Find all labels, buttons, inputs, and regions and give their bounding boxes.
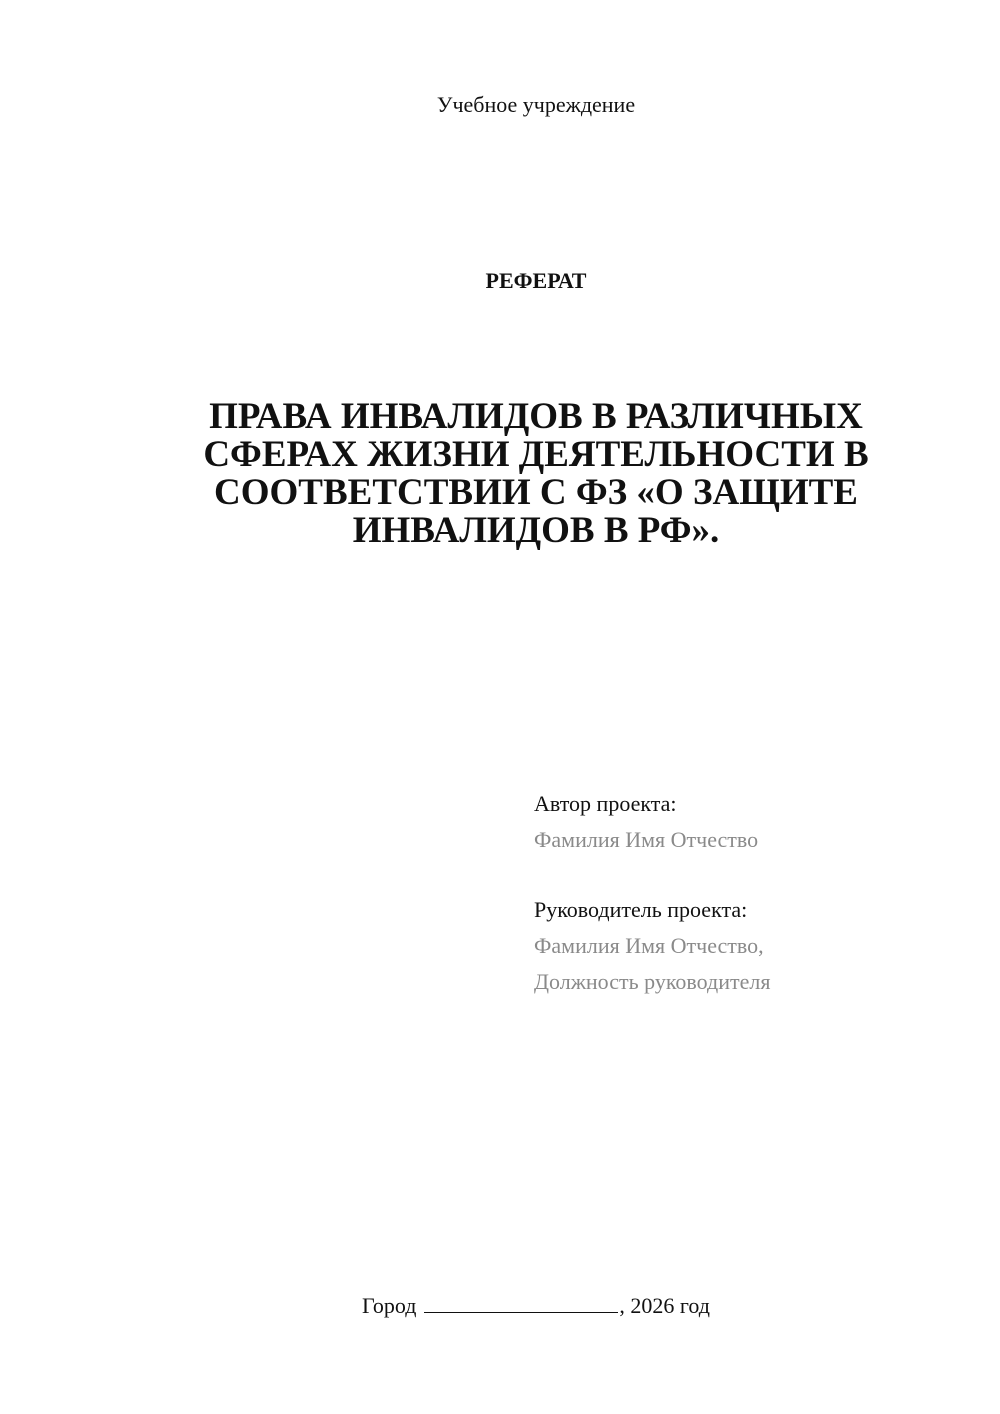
city-blank-line xyxy=(424,1290,618,1313)
supervisor-label: Руководитель проекта: xyxy=(534,897,748,922)
author-name: Фамилия Имя Отчество xyxy=(534,827,759,852)
document-type: РЕФЕРАТ xyxy=(485,268,587,293)
title-line: СФЕРАХ ЖИЗНИ ДЕЯТЕЛЬНОСТИ В xyxy=(203,434,869,475)
supervisor-position: Должность руководителя xyxy=(534,969,771,994)
title-line: СООТВЕТСТВИИ С ФЗ «О ЗАЩИТЕ xyxy=(214,472,858,513)
supervisor-name: Фамилия Имя Отчество, xyxy=(534,933,764,958)
author-label: Автор проекта: xyxy=(534,791,677,816)
title-line: ИНВАЛИДОВ В РФ». xyxy=(352,510,720,551)
city-label: Город xyxy=(362,1293,417,1318)
spacer xyxy=(534,858,974,892)
year-text: , 2026 год xyxy=(619,1293,710,1318)
project-info xyxy=(534,786,974,1000)
title-line: ПРАВА ИНВАЛИДОВ В РАЗЛИЧНЫХ xyxy=(209,396,863,437)
institution-name: Учебное учреждение xyxy=(436,92,636,117)
city-year-line xyxy=(0,1290,1000,1321)
document-title xyxy=(180,398,892,550)
